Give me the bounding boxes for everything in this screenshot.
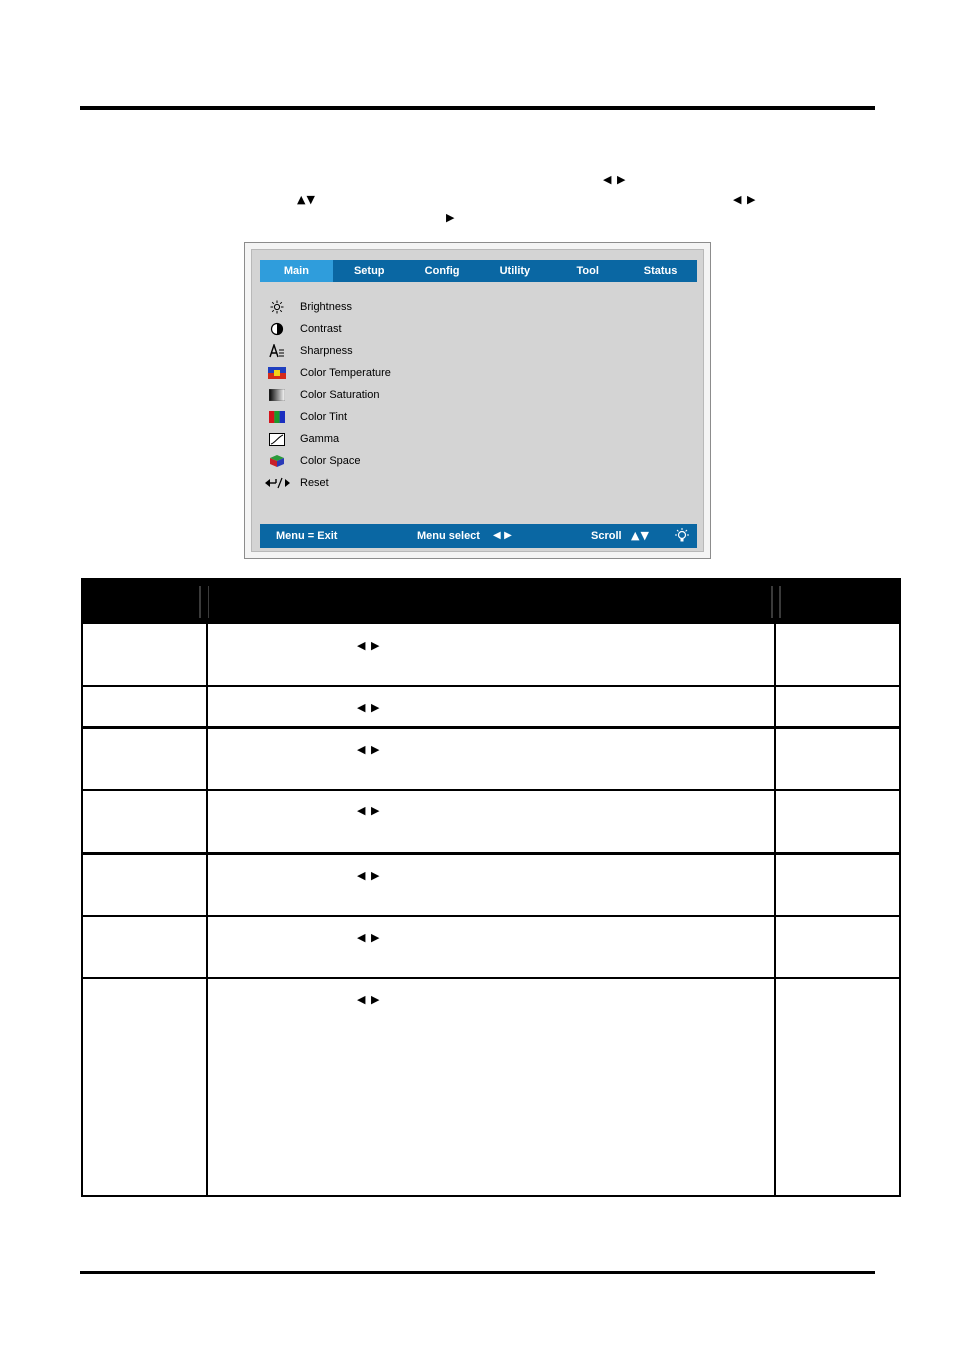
menu-item-color-saturation[interactable] bbox=[268, 384, 391, 406]
color-temperature-icon bbox=[268, 366, 286, 380]
scroll-hint: Scroll bbox=[591, 530, 622, 542]
header-divider bbox=[199, 586, 201, 618]
menu-item-gamma[interactable] bbox=[268, 428, 391, 450]
menu-item-brightness[interactable] bbox=[268, 296, 391, 318]
osd-tab-bar bbox=[260, 260, 697, 282]
left-right-arrows-icon: ◀ ▶ bbox=[357, 639, 381, 652]
row-divider bbox=[83, 726, 899, 729]
left-right-arrows-icon: ◀ ▶ bbox=[357, 701, 381, 714]
menu-exit-hint: Menu = Exit bbox=[276, 530, 338, 542]
tab-setup[interactable]: Setup bbox=[353, 265, 385, 277]
gamma-icon bbox=[268, 432, 286, 446]
row-divider bbox=[83, 789, 899, 791]
row-divider bbox=[83, 915, 899, 917]
row-divider bbox=[83, 685, 899, 687]
menu-item-label: Color Temperature bbox=[300, 367, 391, 379]
settings-table bbox=[81, 578, 901, 1197]
menu-item-contrast[interactable] bbox=[268, 318, 391, 340]
tab-status[interactable]: Status bbox=[643, 265, 678, 277]
row-divider bbox=[83, 977, 899, 979]
menu-item-label: Reset bbox=[300, 477, 329, 489]
menu-item-color-tint[interactable] bbox=[268, 406, 391, 428]
menu-item-sharpness[interactable] bbox=[268, 340, 391, 362]
header-rule bbox=[80, 106, 875, 110]
brightness-icon bbox=[268, 300, 286, 314]
menu-item-color-temperature[interactable] bbox=[268, 362, 391, 384]
header-divider bbox=[771, 586, 773, 618]
menu-item-label: Color Space bbox=[300, 455, 361, 467]
menu-item-label: Brightness bbox=[300, 301, 352, 313]
menu-item-label: Sharpness bbox=[300, 345, 353, 357]
left-right-arrows-icon: ◀ ▶ bbox=[357, 869, 381, 882]
osd-item-list bbox=[268, 296, 391, 494]
left-right-arrows-icon: ◀ ▶ bbox=[357, 993, 381, 1006]
column-divider bbox=[774, 580, 776, 1195]
footer-rule bbox=[80, 1271, 875, 1274]
right-arrow-icon: ▶ bbox=[446, 211, 456, 224]
tab-utility[interactable]: Utility bbox=[499, 265, 531, 277]
header-divider bbox=[779, 586, 781, 618]
left-right-arrows-icon: ◀ ▶ bbox=[603, 173, 627, 186]
left-right-arrows-icon: ◀ ▶ bbox=[493, 530, 512, 541]
menu-item-label: Gamma bbox=[300, 433, 340, 445]
color-saturation-icon bbox=[268, 388, 286, 402]
contrast-icon bbox=[268, 322, 286, 336]
menu-select-hint: Menu select bbox=[417, 530, 480, 542]
column-divider bbox=[206, 580, 208, 1195]
menu-item-label: Color Saturation bbox=[300, 389, 380, 401]
color-tint-icon bbox=[268, 410, 286, 424]
left-right-arrows-icon: ◀ ▶ bbox=[733, 193, 757, 206]
color-space-icon bbox=[268, 454, 286, 468]
tab-main[interactable]: Main bbox=[260, 260, 333, 282]
osd-footer-bar bbox=[260, 524, 697, 548]
up-down-arrows-icon: ▲▼ bbox=[297, 193, 316, 206]
left-right-arrows-icon: ◀ ▶ bbox=[357, 743, 381, 756]
up-down-arrows-icon: ▲▼ bbox=[631, 529, 650, 542]
tab-tool[interactable]: Tool bbox=[576, 265, 599, 277]
menu-item-reset[interactable] bbox=[268, 472, 391, 494]
row-divider bbox=[83, 852, 899, 855]
menu-item-label: Contrast bbox=[300, 323, 342, 335]
left-right-arrows-icon: ◀ ▶ bbox=[357, 804, 381, 817]
tab-config[interactable]: Config bbox=[424, 265, 460, 277]
osd-panel bbox=[251, 249, 704, 552]
sharpness-icon bbox=[268, 344, 286, 358]
lamp-icon bbox=[674, 528, 690, 553]
menu-item-color-space[interactable] bbox=[268, 450, 391, 472]
left-right-arrows-icon: ◀ ▶ bbox=[357, 931, 381, 944]
reset-icon bbox=[264, 476, 292, 490]
osd-menu-screenshot bbox=[244, 242, 711, 559]
menu-item-label: Color Tint bbox=[300, 411, 348, 423]
